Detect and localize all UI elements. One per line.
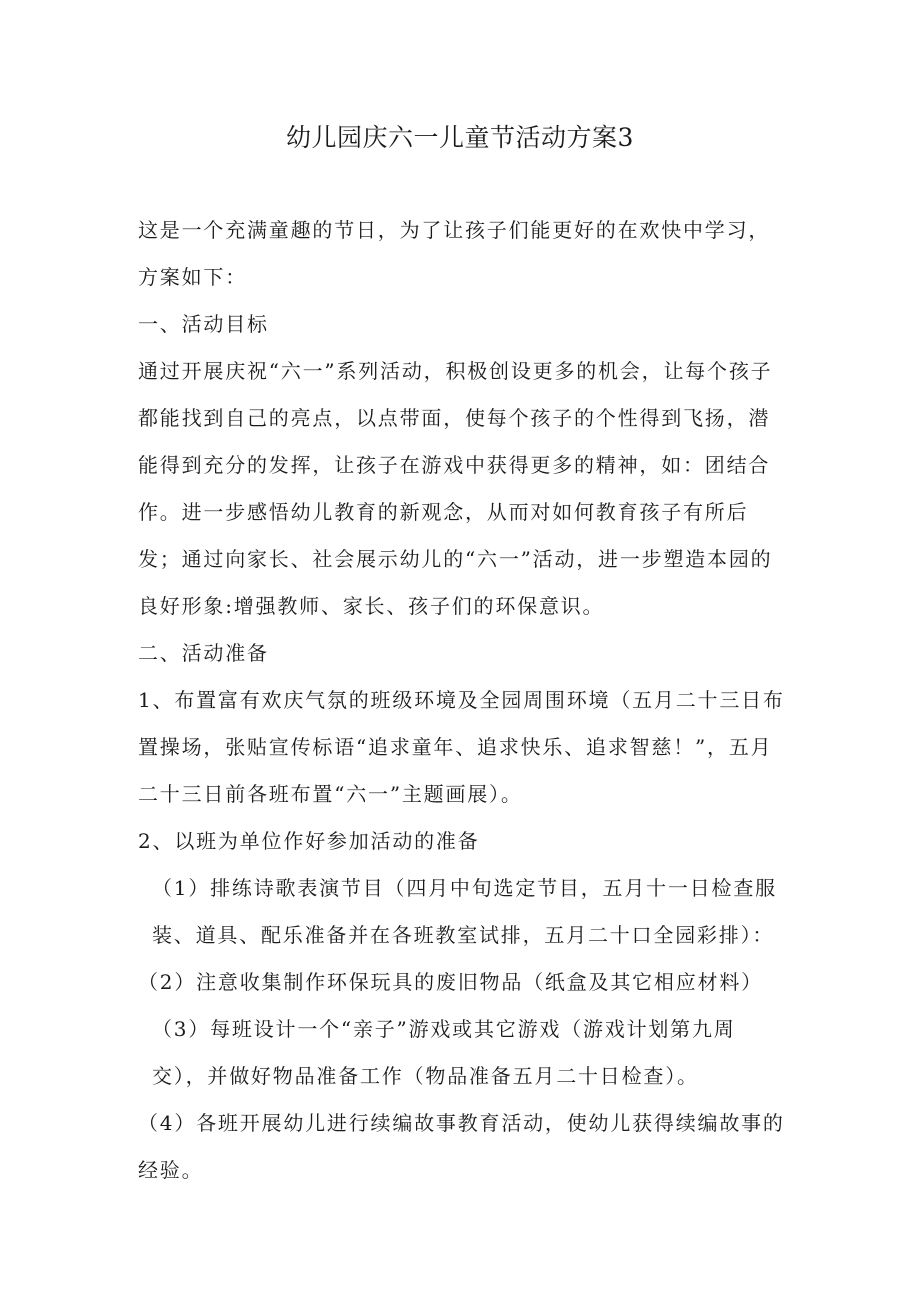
list-item-3: （3）每班设计一个“亲子”游戏或其它游戏（游戏计划第九周交），并做好物品准备工作（物品准备五月二十日检查）。 (152, 1017, 736, 1088)
document-title: 幼儿园庆六一儿童节活动方案3 (286, 123, 634, 152)
paragraph-prep-2: 2、以班为单位作好参加活动的准备 (138, 829, 480, 853)
paragraph-prep-1: 1、布置富有欢庆气氛的班级环境及全园周围环境（五月二十三日布置操场，张贴宣传标语“追求童年、追求快乐、追求智慈！”，五月二十三日前各班布置“六一”主题画展）。 (138, 688, 785, 806)
document-body (138, 207, 786, 1194)
heading-activity-goals: 一、活动目标 (138, 312, 269, 336)
list-item-2: （2）注意收集制作环保玩具的废旧物品（纸盒及其它相应材料） (138, 970, 763, 994)
paragraph-intro: 这是一个充满童趣的节日，为了让孩子们能更好的在欢快中学习，方案如下： (138, 218, 771, 289)
paragraph-goals: 通过开展庆祝“六一”系列活动，积极创设更多的机会，让每个孩子都能找到自己的亮点，以点带面，使每个孩子的个性得到飞扬，潜能得到充分的发挥，让孩子在游戏中获得更多的精神，如：团结合作。进一步感悟幼儿教育的新观念，从而对如何教育孩子有所后发；通过向家长、社会展示幼儿的“六一”活动，进一步塑造本园的良好形象:增强教师、家长、孩子们的环保意识。 (138, 359, 773, 618)
list-item-4: （4）各班开展幼儿进行续编故事教育活动，使幼儿获得续编故事的经验。 (138, 1111, 785, 1182)
list-item-1: （1）排练诗歌表演节目（四月中旬选定节目，五月十一日检查服装、道具、配乐准备并在各班教室试排，五月二十口全园彩排）： (152, 876, 777, 947)
heading-activity-preparation: 二、活动准备 (138, 641, 269, 665)
